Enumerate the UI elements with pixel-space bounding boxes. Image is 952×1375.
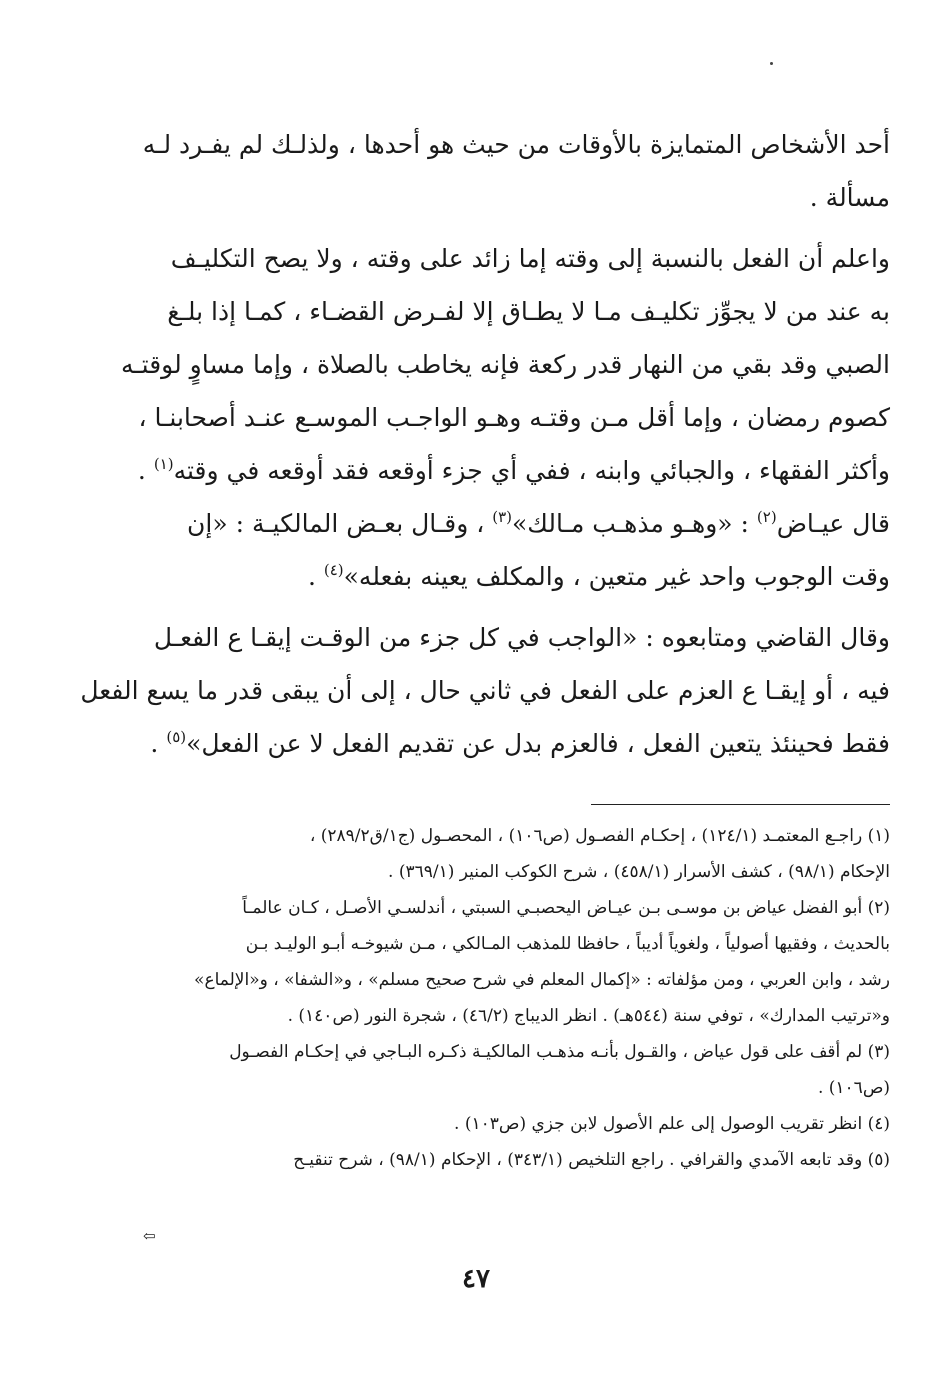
continuation-arrow-icon: ⇦ xyxy=(143,1227,156,1245)
paragraph-2 xyxy=(120,232,890,497)
end-mark-2: . xyxy=(307,562,324,591)
body-line-1: أحد الأشخاص المتمايزة بالأوقات من حيث هو أحدها ، ولذلـك لم يفـرد لـه xyxy=(142,130,890,159)
footnote-ref-4: (٤) xyxy=(323,561,344,579)
footnote-line: و«ترتيب المدارك» ، توفي سنة (٥٤٤هـ) . انظر الديباج (٤٦/٢) ، شجرة النور (ص١٤٠) . xyxy=(287,1006,890,1026)
footnote-2 xyxy=(140,890,890,1034)
footnote-3 xyxy=(140,1034,890,1106)
footnote-ref-3: (٣) xyxy=(492,508,513,526)
body-line-9 xyxy=(140,550,890,603)
body-line-8-c: ، وقـال بعـض المالكيـة : «إن xyxy=(187,509,493,538)
body-line-8-a: قال عيـاض xyxy=(776,509,890,538)
body-line-8 xyxy=(140,497,890,550)
footnote-line: (٢) أبو الفضل عياض بن موسـى بـن عيـاض اليحصبـي السبتي ، أندلسـي الأصـل ، كـان عالمـاً xyxy=(242,898,890,918)
footnote-line: الإحكام (٩٨/١) ، كشف الأسرار (٤٥٨/١) ، شرح الكوكب المنير (٣٦٩/١) . xyxy=(388,862,890,882)
footnote-ref-1: (١) xyxy=(153,455,174,473)
body-line-8-b: : «وهـو مذهـب مـالك» xyxy=(512,509,757,538)
footnote-separator xyxy=(591,804,890,805)
paragraph-4 xyxy=(80,611,890,770)
footnote-ref-5: (٥) xyxy=(166,728,187,746)
main-text xyxy=(80,118,890,770)
body-line-7 xyxy=(137,444,890,497)
body-line-6: كصوم رمضان ، وإما أقل مـن وقتـه وهـو الواجـب الموسـع عنـد أصحابنـا ، xyxy=(138,403,890,432)
paragraph-1 xyxy=(140,118,890,224)
footnote-line: (٥) وقد تابعه الآمدي والقرافي . راجع التلخيص (٣٤٣/١) ، الإحكام (٩٨/١) ، شرح تنقيـح xyxy=(293,1150,890,1170)
body-line-9-text: وقت الوجوب واحد غير متعين ، والمكلف يعينه بفعله» xyxy=(343,562,890,591)
body-line-5: الصبي وقد بقي من النهار قدر ركعة فإنه يخاطب بالصلاة ، وإما مساوٍ لوقتـه xyxy=(120,350,890,379)
footnote-4 xyxy=(140,1106,890,1142)
footnote-line: بالحديث ، وفقيها أصولياً ، ولغوياً أديباً ، حافظا للمذهب المـالكي ، مـن شيوخـه أبـو الوليـد بـن xyxy=(245,934,890,954)
footnote-line: (٣) لم أقف على قول عياض ، والقـول بأنـه مذهـب المالكيـة ذكـره البـاجي في إحكـام الفصـول xyxy=(229,1042,890,1062)
paragraph-3 xyxy=(140,497,890,603)
page-dot-mark xyxy=(770,62,773,65)
body-line-7-text: وأكثر الفقهاء ، والجبائي وابنه ، ففي أي جزء أوقعه فقد أوقعه في وقته xyxy=(173,456,890,485)
end-mark-3: . xyxy=(150,729,167,758)
body-line-10: وقال القاضي ومتابعوه : «الواجب في كل جزء من الوقـت إيقـا ع الفعـل xyxy=(153,623,890,652)
body-line-2: مسألة . xyxy=(809,183,890,212)
footnote-line: (ص١٠٦) . xyxy=(817,1078,890,1098)
body-line-3: واعلم أن الفعل بالنسبة إلى وقته إما زائد على وقته ، ولا يصح التكليـف xyxy=(170,244,890,273)
end-mark-1: . xyxy=(137,456,154,485)
body-line-12-text: فقط فحينئذ يتعين الفعل ، فالعزم بدل عن تقديم الفعل لا عن الفعل» xyxy=(186,729,890,758)
footnote-line: (١) راجـع المعتمـد (١٢٤/١) ، إحكـام الفصـول (ص١٠٦) ، المحصـول (ج١/ق٢٨٩/٢) ، xyxy=(309,826,890,846)
body-line-11: فيه ، أو إيقـا ع العزم على الفعل في ثاني حال ، إلى أن يبقى قدر ما يسع الفعل xyxy=(80,676,890,705)
footnote-5 xyxy=(140,1142,890,1178)
footnote-1 xyxy=(140,818,890,890)
page-number: ٤٧ xyxy=(462,1264,490,1294)
body-line-12 xyxy=(140,717,890,770)
body-line-4: به عند من لا يجوِّز تكليـف مـا لا يطـاق إلا لفـرض القضـاء ، كمـا إذا بلـغ xyxy=(167,297,890,326)
footnotes xyxy=(140,818,890,1178)
footnote-line: (٤) انظر تقريب الوصول إلى علم الأصول لابن جزي (ص١٠٣) . xyxy=(454,1114,890,1134)
footnote-line: رشد ، وابن العربي ، ومن مؤلفاته : «إكمال المعلم في شرح صحيح مسلم» ، و«الشفا» ، و«الإلماع» xyxy=(194,970,890,990)
footnote-ref-2: (٢) xyxy=(756,508,777,526)
